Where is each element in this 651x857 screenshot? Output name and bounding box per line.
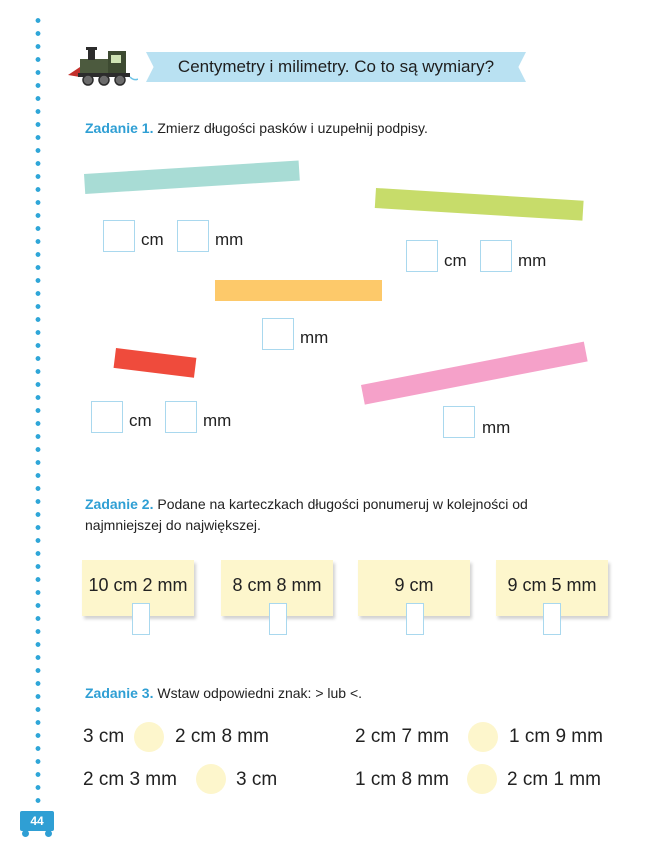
task3-label: Zadanie 3. [85, 685, 154, 701]
train-icon [66, 45, 138, 87]
green-mm-unit: mm [518, 251, 547, 270]
card-4-order-box[interactable] [543, 603, 561, 635]
cmp-r1-sign-a[interactable] [134, 722, 164, 752]
green-cm-unit: cm [444, 251, 467, 270]
card-1: 10 cm 2 mm [82, 560, 194, 616]
task3-text: Wstaw odpowiedni znak: > lub <. [157, 685, 363, 701]
task1-label: Zadanie 1. [85, 120, 154, 136]
green-cm-box[interactable] [406, 240, 438, 272]
cmp-r2-left-b: 1 cm 8 mm [355, 769, 449, 790]
cmp-r2-sign-b[interactable] [467, 764, 497, 794]
cmp-r2-right-b: 2 cm 1 mm [507, 769, 601, 790]
card-1-order-box[interactable] [132, 603, 150, 635]
card-3: 9 cm [358, 560, 470, 616]
task1-instruction [85, 120, 428, 136]
task2-instruction [85, 494, 610, 536]
pink-mm-box[interactable] [443, 406, 475, 438]
task2-text-line1: Podane na karteczkach długości ponumeruj w kolejności od [157, 496, 528, 512]
cmp-r1-left-a: 3 cm [83, 726, 125, 747]
cmp-r2-left-a: 2 cm 3 mm [83, 769, 177, 790]
cmp-r1-left-b: 2 cm 7 mm [355, 726, 449, 747]
strip-teal [84, 161, 300, 194]
red-mm-unit: mm [203, 411, 232, 430]
strip-pink [361, 342, 588, 405]
green-mm-box[interactable] [480, 240, 512, 272]
teal-cm-unit: cm [141, 230, 164, 249]
teal-cm-box[interactable] [103, 220, 135, 252]
cmp-r1-right-a: 2 cm 8 mm [175, 726, 269, 747]
task3-instruction [85, 685, 362, 701]
orange-mm-unit: mm [300, 328, 329, 347]
cmp-r2-sign-a[interactable] [196, 764, 226, 794]
page-number-wheel-left [22, 830, 29, 837]
page-title: Centymetry i milimetry. Co to są wymiary? [177, 57, 495, 76]
cmp-r2-right-a: 3 cm [236, 769, 278, 790]
cmp-r1-right-b: 1 cm 9 mm [509, 726, 603, 747]
teal-mm-box[interactable] [177, 220, 209, 252]
page-number: 44 [20, 811, 54, 831]
task1-text: Zmierz długości pasków i uzupełnij podpisy. [157, 120, 428, 136]
dotted-margin [35, 14, 41, 804]
card-2: 8 cm 8 mm [221, 560, 333, 616]
red-cm-unit: cm [129, 411, 152, 430]
teal-mm-unit: mm [215, 230, 244, 249]
task2-text-line2: najmniejszej do największej. [85, 517, 261, 533]
strip-orange [215, 280, 382, 301]
card-4: 9 cm 5 mm [496, 560, 608, 616]
card-2-order-box[interactable] [269, 603, 287, 635]
page-number-wheel-right [45, 830, 52, 837]
task2-label: Zadanie 2. [85, 496, 154, 512]
strip-red [114, 348, 197, 378]
cmp-r1-sign-b[interactable] [468, 722, 498, 752]
pink-mm-unit: mm [482, 418, 511, 437]
red-mm-box[interactable] [165, 401, 197, 433]
orange-mm-box[interactable] [262, 318, 294, 350]
card-3-order-box[interactable] [406, 603, 424, 635]
strip-green [375, 188, 584, 221]
red-cm-box[interactable] [91, 401, 123, 433]
